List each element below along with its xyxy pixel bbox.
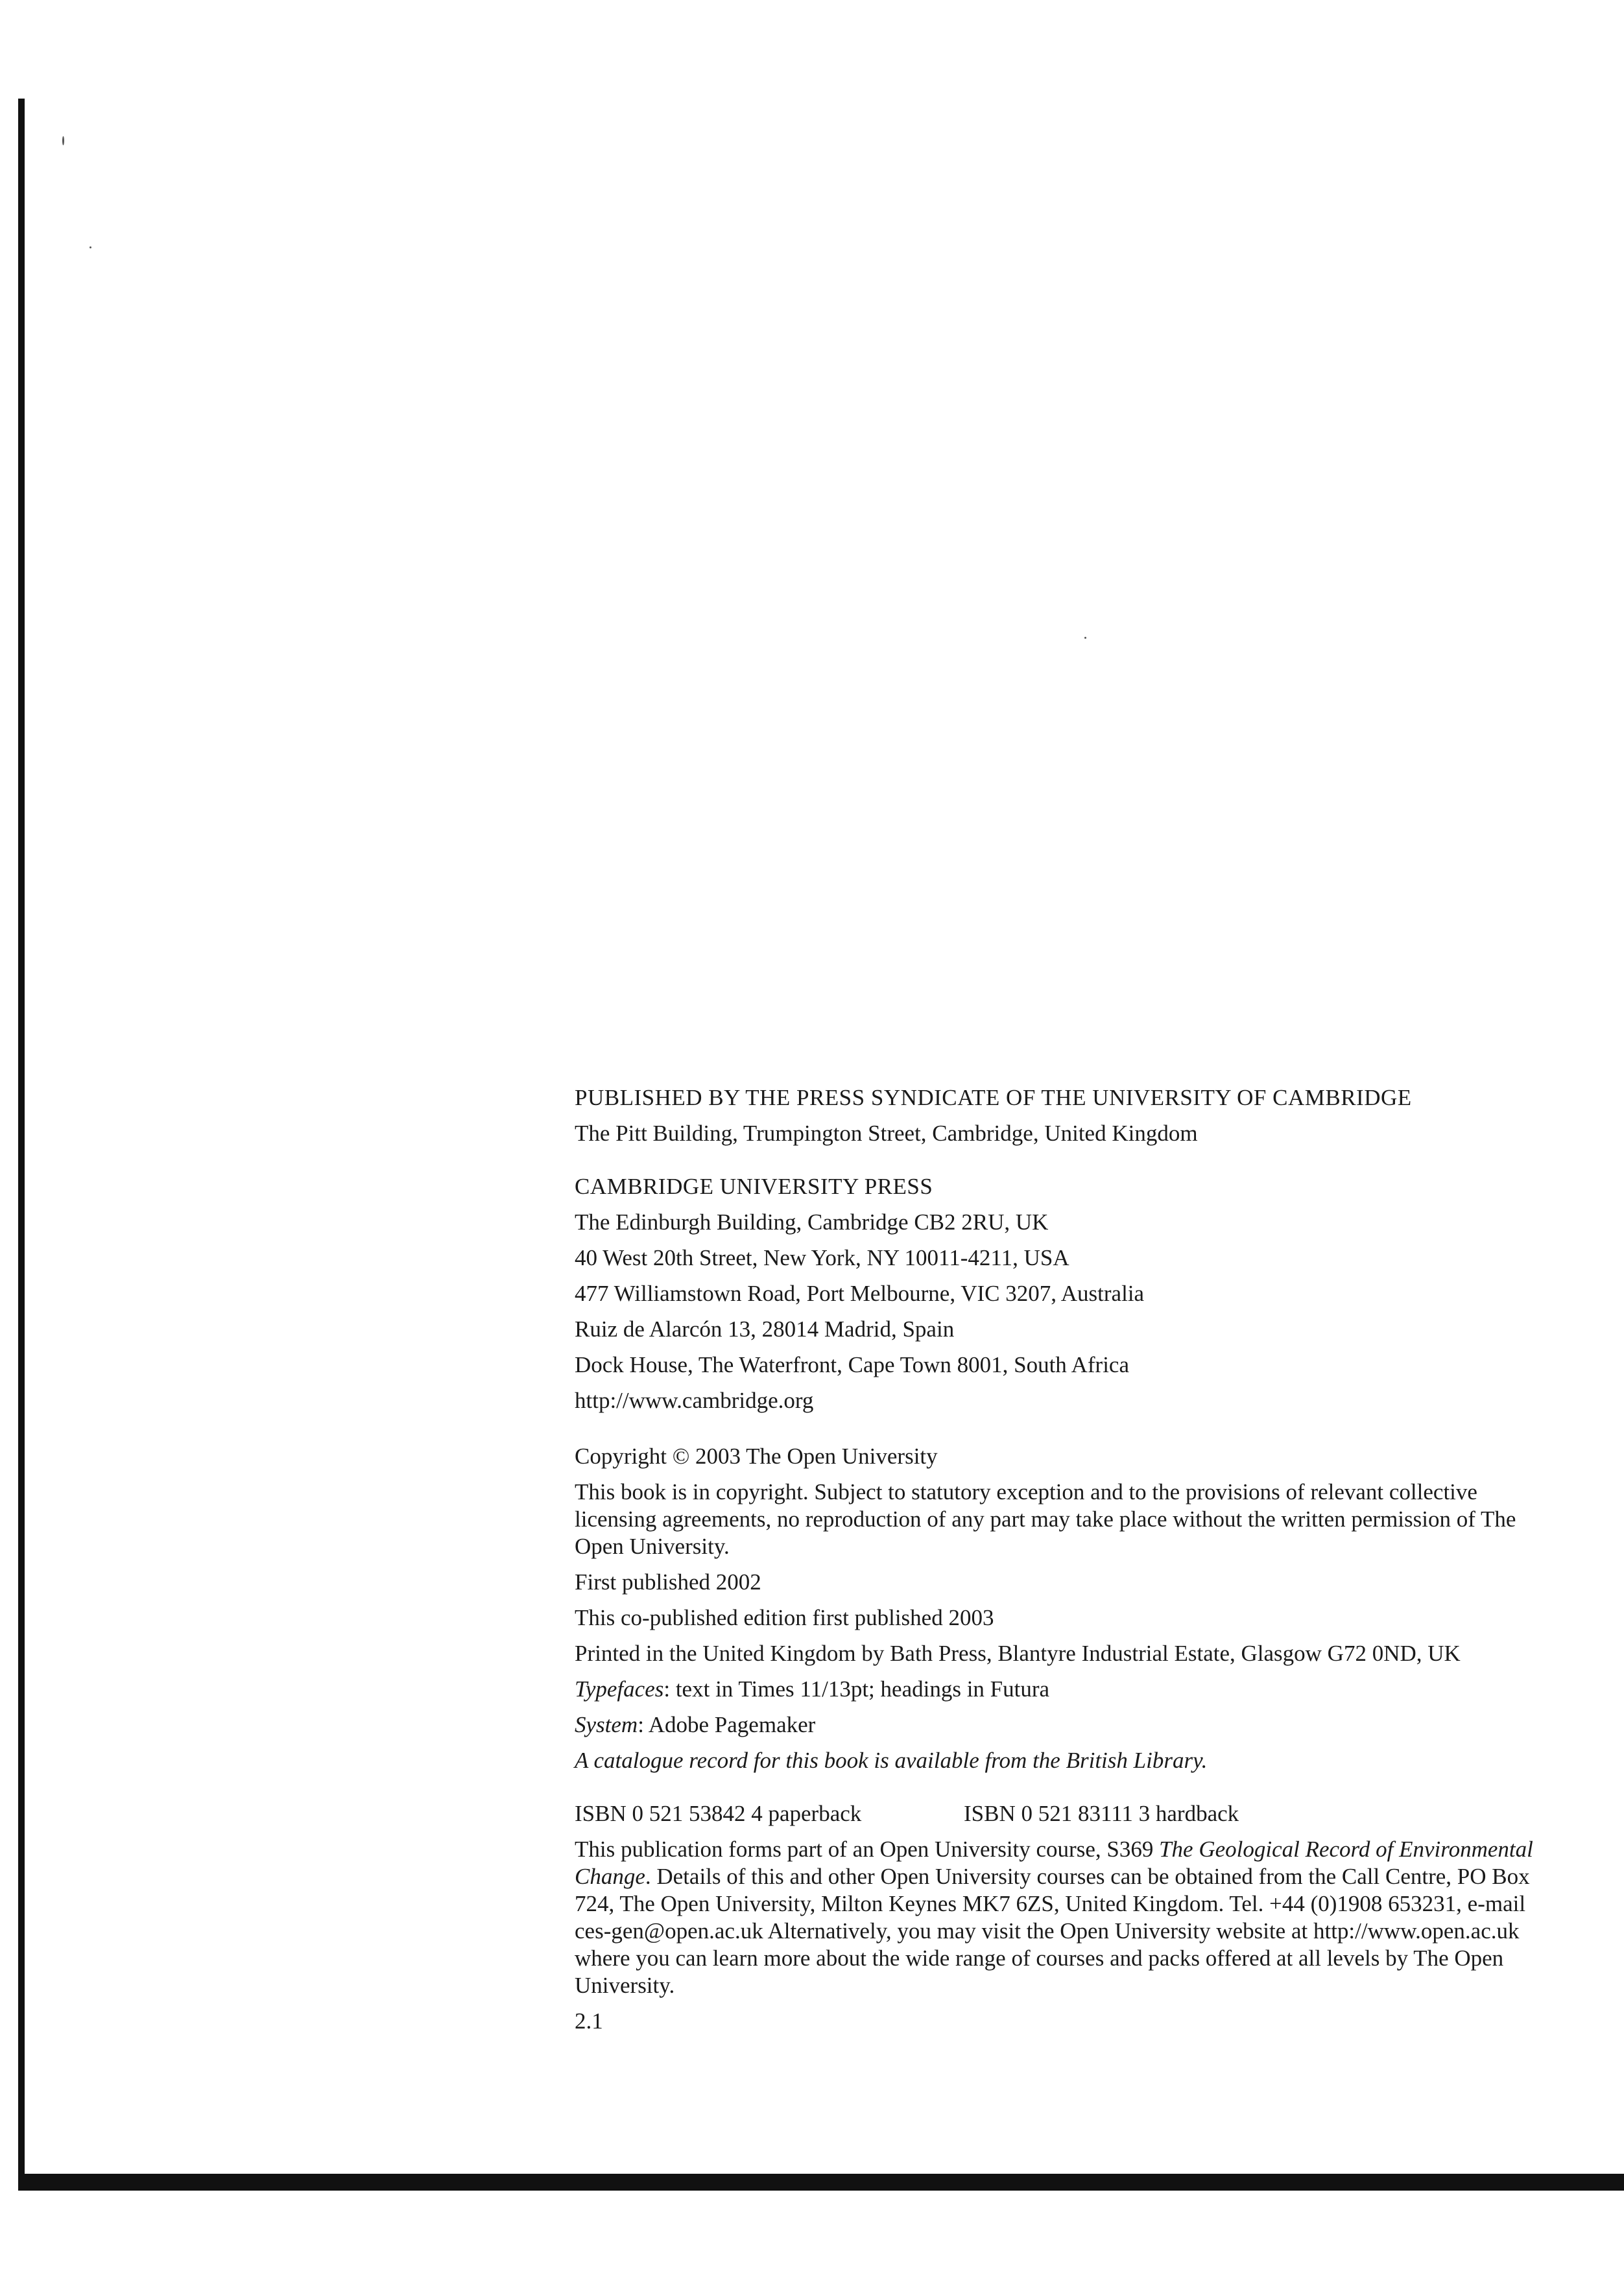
scan-speck xyxy=(90,246,91,248)
press-block xyxy=(575,1173,1560,1414)
print-code: 2.1 xyxy=(575,2008,603,2034)
co-published-line: This co-published edition first published 2003 xyxy=(575,1605,994,1630)
course-details: . Details of this and other Open University courses can be obtained from the Call Centre, PO Box 724, The Open University, Milton Keynes MK7 6ZS, United Kingdom. Tel. +44 (0)1908 653231, e-mail ces-gen@open.ac.uk Alternatively, you may visit the Open University website at http://www.open.ac.uk where you can learn more about the wide range of courses and packs offered at all levels by The Open University. xyxy=(575,1864,1530,1998)
scan-bottom-edge xyxy=(18,2174,1624,2191)
isbn-hardback: ISBN 0 521 83111 3 hardback xyxy=(964,1801,1239,1826)
pitt-building-address: The Pitt Building, Trumpington Street, Cambridge, United Kingdom xyxy=(575,1121,1198,1146)
press-address-line: Ruiz de Alarcón 13, 28014 Madrid, Spain xyxy=(575,1316,955,1342)
press-address-line: 477 Williamstown Road, Port Melbourne, VIC 3207, Australia xyxy=(575,1281,1145,1306)
press-address-line: The Edinburgh Building, Cambridge CB2 2RU, UK xyxy=(575,1209,1049,1235)
catalogue-record-line xyxy=(575,1747,1560,1774)
scan-speck xyxy=(1084,637,1086,639)
printed-line: Printed in the United Kingdom by Bath Press, Blantyre Industrial Estate, Glasgow G72 0ND, UK xyxy=(575,1641,1461,1666)
press-address-line: 40 West 20th Street, New York, NY 10011-4211, USA xyxy=(575,1245,1069,1270)
copyright-line: Copyright © 2003 The Open University xyxy=(575,1444,938,1469)
press-name: CAMBRIDGE UNIVERSITY PRESS xyxy=(575,1174,933,1199)
copyright-imprint xyxy=(575,1084,1560,2043)
copyright-statement: This book is in copyright. Subject to statutory exception and to the provisions of relevant collective licensing agreements, no reproduction of any part may take place without the written permission of The Open University. xyxy=(575,1479,1516,1559)
scan-left-edge xyxy=(18,99,25,2174)
typefaces-label: Typefaces xyxy=(575,1676,664,1702)
press-address-line: Dock House, The Waterfront, Cape Town 8001, South Africa xyxy=(575,1352,1129,1377)
typefaces-line xyxy=(575,1676,1560,1703)
course-intro: This publication forms part of an Open University course, S369 xyxy=(575,1837,1160,1862)
system-line xyxy=(575,1711,1560,1739)
copyright-block xyxy=(575,1443,1560,1774)
scan-speck xyxy=(62,136,64,145)
isbn-paperback: ISBN 0 521 53842 4 paperback xyxy=(575,1801,862,1826)
course-title: The Geological Record of Environmental Change xyxy=(575,1837,1533,1889)
course-paragraph xyxy=(575,1836,1560,1999)
press-website: http://www.cambridge.org xyxy=(575,1388,814,1413)
typefaces-value: : text in Times 11/13pt; headings in Futura xyxy=(663,1676,1050,1702)
first-published-line: First published 2002 xyxy=(575,1569,761,1595)
system-value: : Adobe Pagemaker xyxy=(638,1712,816,1737)
isbn-row xyxy=(575,1800,1560,1827)
publisher-block xyxy=(575,1084,1560,1147)
catalogue-record-text: A catalogue record for this book is available from the British Library. xyxy=(575,1748,1208,1773)
system-label: System xyxy=(575,1712,638,1737)
published-by-line: PUBLISHED BY THE PRESS SYNDICATE OF THE UNIVERSITY OF CAMBRIDGE xyxy=(575,1085,1412,1110)
